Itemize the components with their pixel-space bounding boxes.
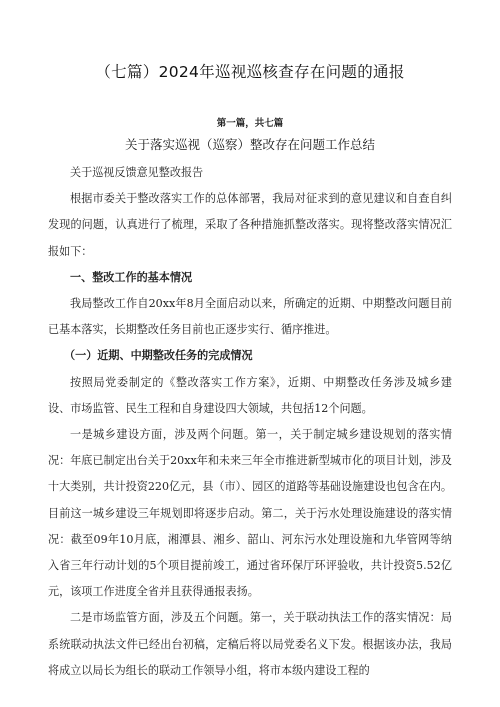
paragraph-report-title: 关于巡视反馈意见整改报告	[70, 166, 204, 179]
paragraph-market-supervision: 二是市场监管方面，涉及五个问题。第一，关于联动执法工作的落实情况：局系统联动执法文件已经出台初稿，定稿后将以局党委名义下发。根据该办法，我局将成立以局长为组长的联动工作领导小组，将市本级内建设工程的	[48, 611, 452, 677]
paragraph-progress: 我局整改工作自20xx年8月全面启动以来，所确定的近期、中期整改问题目前已基本落实，长期整改任务目前也正逐步实行、循序推进。	[48, 297, 452, 337]
subheading-near-mid-term: （一）近期、中期整改任务的完成情况	[64, 349, 253, 363]
section-title: 关于落实巡视（巡察）整改存在问题工作总结	[124, 137, 375, 152]
heading-basic-situation: 一、整改工作的基本情况	[70, 270, 193, 284]
document-title: （七篇）2024年巡视巡核查存在问题的通报	[95, 63, 405, 81]
document-body	[48, 160, 452, 684]
paragraph-intro: 根据市委关于整改落实工作的总体部署，我局对征求到的意见建议和自查自纠发现的问题，认真进行了梳理，采取了各种措施抓整改落实。现将整改落实情况汇报如下：	[48, 192, 452, 258]
chapter-label: 第一篇，共七篇	[216, 118, 284, 129]
paragraph-urban-rural: 一是城乡建设方面，涉及两个问题。第一，关于制定城乡建设规划的落实情况：年底已制定出台关于20xx年和未来三年全市推进新型城市化的项目计划，涉及十大类别，共计投资220亿元，县（市）、园区的道路等基础设施建设也包含在内。目前这一城乡建设三年规划即将逐步启动。第二，关于污水处理设施建设的落实情况：截至09年10月底，湘潭县、湘乡、韶山、河东污水处理设施和九华管网等纳入省三年行动计划的5个项目提前竣工，通过省环保厅环评验收，共计投资5.52亿元，该项工作进度全省并且获得通报表扬。	[48, 428, 452, 599]
paragraph-plan: 按照局党委制定的《整改落实工作方案》，近期、中期整改任务涉及城乡建设、市场监管、民生工程和自身建设四大领域，共包括12个问题。	[48, 375, 452, 415]
